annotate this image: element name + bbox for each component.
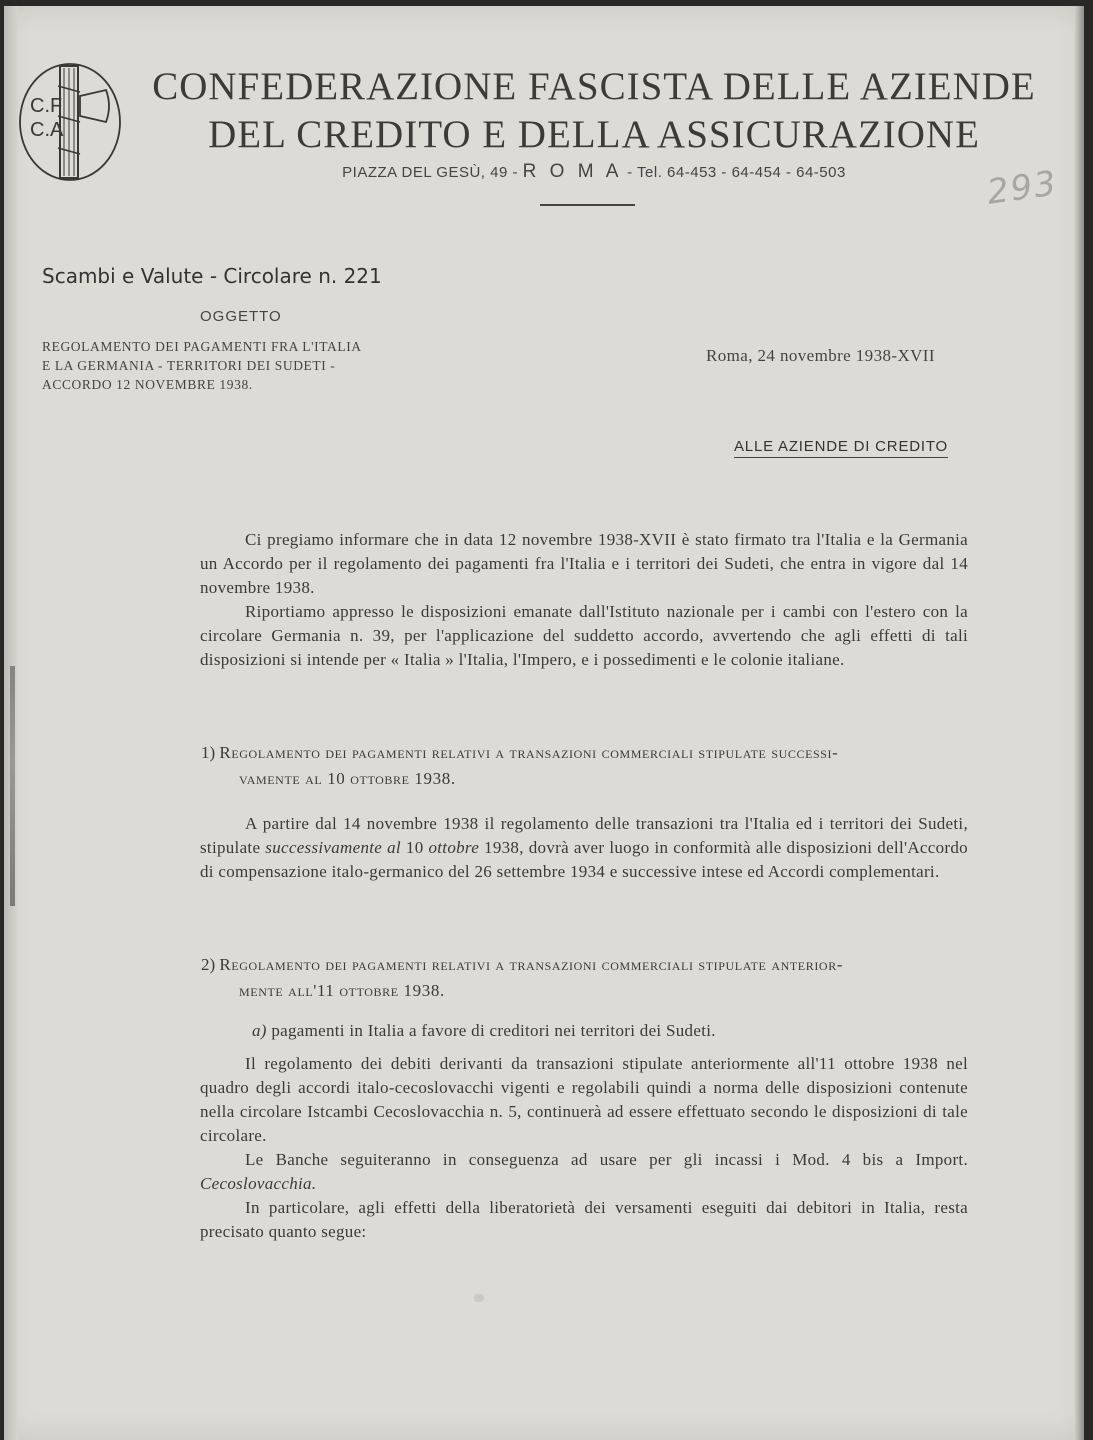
letter-date: Roma, 24 novembre 1938-XVII (706, 346, 935, 365)
header-line-2: DEL CREDITO E DELLA ASSICURAZIONE (208, 113, 980, 156)
intro-text (200, 528, 968, 672)
subject-line: E LA GERMANIA - TERRITORI DEI SUDETI - (42, 358, 336, 373)
italic-run: ottobre (428, 838, 480, 857)
section-number: 2) (201, 955, 216, 974)
binding-mark (10, 666, 15, 906)
section-1-heading (201, 740, 971, 792)
paragraph (200, 812, 968, 884)
paragraph: Ci pregiamo informare che in data 12 novembre 1938-XVII è stato firmato tra l'Italia e la Germania un Accordo per il regolamento dei pagamenti fra l'Italia e i territori dei Sudeti, che entra in vigore dal 14 novembre 1938. (200, 530, 968, 597)
section-title-cont: mente all'11 ottobre 1938. (239, 981, 445, 1000)
text-run: 1938, dovrà aver luogo in conformità alle disposizioni dell'Accordo di compensazione italo-germanico del 26 settembre 1934 e successive intese ed Accordi complementari. (200, 838, 968, 881)
italic-run: successivamente al (265, 838, 401, 857)
header-divider (540, 204, 635, 206)
paragraph: In particolare, agli effetti della liberatorietà dei versamenti eseguiti dai debitori in Italia, resta precisato quanto segue: (200, 1198, 968, 1241)
svg-text:C.F: C.F (30, 95, 63, 117)
text-run: A partire dal 14 novembre 1938 il regolamento delle transazioni tra l'Italia ed i territori dei Sudeti, stipulate (200, 814, 968, 857)
italic-run: Cecoslovacchia. (200, 1174, 317, 1193)
subsection-title: pagamenti in Italia a favore di creditori nei territori dei Sudeti. (271, 1021, 716, 1040)
section-title: Regolamento dei pagamenti relativi a transazioni commerciali stipulate anterior- (219, 955, 844, 974)
address-city: R O M A (522, 161, 623, 182)
paper-smudge (474, 1294, 484, 1302)
oggetto-label: OGGETTO (200, 308, 282, 325)
subject-block (42, 337, 442, 394)
subsection-a (252, 1021, 716, 1041)
document-page (4, 6, 1084, 1440)
section-2-heading (201, 952, 971, 1004)
cfca-fasces-logo (14, 56, 122, 184)
paragraph: Il regolamento dei debiti derivanti da transazioni stipulate anteriormente all'11 ottobre 1938 nel quadro degli accordi italo-cecoslovacchi vigenti e regolabili quindi a norma delle disposizioni contenute nella circolare Istcambi Cecoslovacchia n. 5, continuerà ad essere effettuato secondo le disposizioni di tale circolare. (200, 1054, 968, 1145)
circular-reference: Scambi e Valute - Circolare n. 221 (42, 264, 382, 288)
recipient: ALLE AZIENDE DI CREDITO (734, 438, 948, 458)
address-street: PIAZZA DEL GESÙ, 49 - (342, 164, 518, 181)
header-address (124, 161, 1064, 183)
header-line-1: CONFEDERAZIONE FASCISTA DELLE AZIENDE (152, 65, 1036, 108)
page-edge-shadow (1074, 6, 1084, 1440)
handwritten-page-number: 293 (984, 163, 1061, 213)
subject-line: REGOLAMENTO DEI PAGAMENTI FRA L'ITALIA (42, 339, 362, 354)
subsection-letter: a) (252, 1021, 267, 1040)
paragraph (200, 1148, 968, 1196)
svg-text:C.A: C.A (30, 119, 64, 141)
subject-line: ACCORDO 12 NOVEMBRE 1938. (42, 377, 253, 392)
text-run: Le Banche seguiteranno in conseguenza ad usare per gli incassi i Mod. 4 bis a Import. (245, 1150, 968, 1169)
section-1-text (200, 812, 968, 884)
section-title: Regolamento dei pagamenti relativi a transazioni commerciali stipulate successi- (219, 743, 839, 762)
address-phone: - Tel. 64-453 - 64-454 - 64-503 (627, 164, 846, 181)
text-run: 10 (405, 838, 424, 857)
section-number: 1) (201, 743, 216, 762)
section-2-text (200, 1052, 968, 1244)
section-title-cont: vamente al 10 ottobre 1938. (239, 769, 456, 788)
paragraph: Riportiamo appresso le disposizioni emanate dall'Istituto nazionale per i cambi con l'estero con la circolare Germania n. 39, per l'applicazione del suddetto accordo, avvertendo che agli effetti di tali disposizioni si intende per « Italia » l'Italia, l'Impero, e i possedimenti e le colonie italiane. (200, 602, 968, 669)
